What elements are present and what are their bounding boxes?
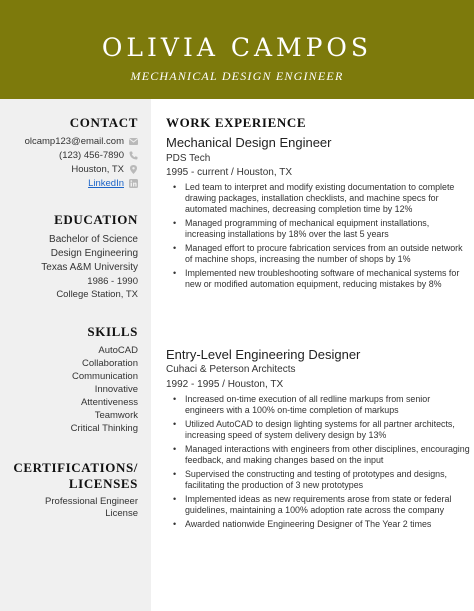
education-school: Texas A&M University <box>41 262 138 273</box>
job-bullet: • Managed programming of mechanical equipment installations, increasing installations by 18% over the last 5 years <box>173 218 471 240</box>
job-title: Entry-Level Engineering Designer <box>166 347 361 362</box>
job-dates-location: 1992 - 1995 / Houston, TX <box>166 379 284 390</box>
linkedin-icon <box>129 179 138 188</box>
skill-item: Critical Thinking <box>70 423 138 434</box>
job-bullet: • Implemented ideas as new requirements arose from state or federal guidelines, maintaining a 100% adoption rate across the company <box>173 494 471 516</box>
job-company: Cuhaci & Peterson Architects <box>166 364 296 375</box>
education-degree: Bachelor of Science <box>49 234 138 245</box>
sidebar <box>0 99 151 611</box>
work-experience-heading: WORK EXPERIENCE <box>166 115 307 130</box>
contact-linkedin-row[interactable] <box>88 177 138 189</box>
candidate-name: OLIVIA CAMPOS <box>101 33 373 62</box>
skills-heading: SKILLS <box>87 324 138 339</box>
skill-item: Collaboration <box>82 358 138 369</box>
education-major: Design Engineering <box>50 248 138 259</box>
job-bullet: • Supervised the constructing and testing of prototypes and designs, facilitating the production of 3 new prototypes <box>173 469 471 491</box>
job-bullet: • Increased on-time execution of all redline markups from senior engineers with a 100% on-time completion of markups <box>173 394 471 416</box>
job-bullet: • Awarded nationwide Engineering Designer of The Year 2 times <box>173 519 471 530</box>
main-content <box>151 99 474 611</box>
contact-location-row <box>71 163 138 175</box>
job-dates-location: 1995 - current / Houston, TX <box>166 167 292 178</box>
job-bullet: • Managed interactions with engineers from other disciplines, encouraging feedback, and making changes based on the input <box>173 444 471 466</box>
certifications-heading-line1: CERTIFICATIONS/ <box>13 460 138 475</box>
skill-item: Teamwork <box>94 410 138 421</box>
certification-line1: Professional Engineer <box>45 496 138 507</box>
job-company: PDS Tech <box>166 153 211 164</box>
contact-heading: CONTACT <box>69 115 138 130</box>
skill-item: Innovative <box>94 384 138 395</box>
contact-phone: (123) 456-7890 <box>59 149 124 161</box>
contact-email-row <box>25 135 138 147</box>
skill-item: Attentiveness <box>80 397 138 408</box>
envelope-icon <box>129 137 138 146</box>
map-pin-icon <box>129 165 138 174</box>
certification-line2: License <box>105 508 138 519</box>
skill-item: AutoCAD <box>98 345 138 356</box>
job-title: Mechanical Design Engineer <box>166 135 332 150</box>
job-bullets <box>173 394 471 532</box>
certifications-heading-line2: LICENSES <box>68 476 138 491</box>
education-heading: EDUCATION <box>54 212 138 227</box>
resume-header <box>0 0 474 99</box>
job-bullet: • Implemented new troubleshooting software of mechanical systems for new or modified automation equipment, reducing mistakes by 8% <box>173 268 471 290</box>
phone-icon <box>129 151 138 160</box>
linkedin-link[interactable]: LinkedIn <box>88 177 124 189</box>
job-bullet: • Led team to interpret and modify existing documentation to complete drawing packages, installation checklists, and machine specs for automated machines, decreasing completion time by 12% <box>173 182 471 216</box>
contact-email: olcamp123@email.com <box>24 135 124 147</box>
contact-phone-row <box>59 149 138 161</box>
education-years: 1986 - 1990 <box>87 276 138 287</box>
candidate-title: MECHANICAL DESIGN ENGINEER <box>130 69 344 83</box>
skill-item: Communication <box>72 371 138 382</box>
job-bullet: • Managed effort to procure fabrication services from an outside network of machine shops, increasing the number of shops by 1% <box>173 243 471 265</box>
job-bullets <box>173 182 471 293</box>
education-location: College Station, TX <box>56 289 138 300</box>
contact-location: Houston, TX <box>71 163 124 175</box>
job-bullet: • Utilized AutoCAD to design lighting systems for all partner architects, increasing speed of system delivery design by 13% <box>173 419 471 441</box>
